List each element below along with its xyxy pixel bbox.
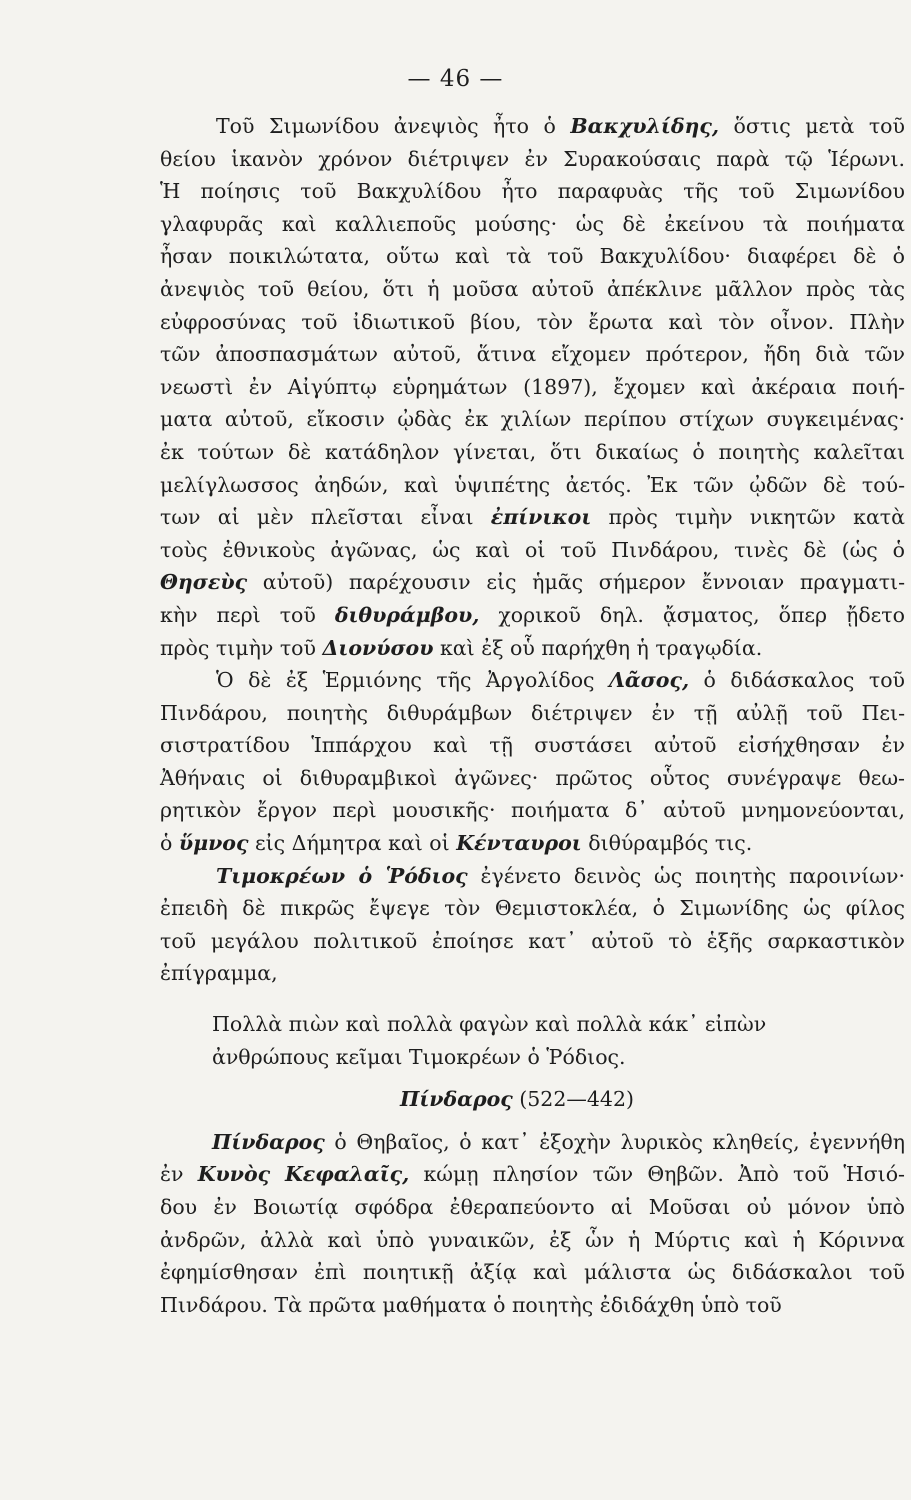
text-run: Ἡ ποίησις τοῦ Βακχυλίδου ἦτο παραφυὰς τῆς τοῦ Σιμωνίδου xyxy=(160,179,905,204)
text-run: ἦσαν ποικιλώτατα, οὕτω καὶ τὰ τοῦ Βακχυλίδου· διαφέρει δὲ ὁ xyxy=(160,244,905,269)
text-line xyxy=(160,501,905,534)
text-run: ρητικὸν ἔργον περὶ μουσικῆς· ποιήματα δ᾽ αὐτοῦ μνημονεύονται, xyxy=(160,798,905,823)
emphasized-term: Διονύσου xyxy=(322,635,434,660)
text-run: ἀνδρῶν, ἀλλὰ καὶ ὑπὸ γυναικῶν, ἐξ ὧν ἡ Μύρτις καὶ ἡ Κόριννα xyxy=(160,1227,905,1252)
text-line xyxy=(160,892,905,925)
section-heading-pindar xyxy=(160,1083,905,1116)
text-line xyxy=(160,697,905,730)
paragraph-bacchylides xyxy=(160,110,905,664)
text-line xyxy=(160,534,905,567)
text-run: πρὸς τιμὴν τοῦ xyxy=(160,635,323,660)
text-run: δου ἐν Βοιωτίᾳ σφόδρα ἐθεραπεύοντο αἱ Μοῦσαι οὐ μόνον ὑπὸ xyxy=(160,1195,905,1219)
epigram-line: Πολλὰ πιὼν καὶ πολλὰ φαγὼν καὶ πολλὰ κάκ᾽ εἰπὼν xyxy=(212,1012,767,1037)
text-line xyxy=(160,371,905,404)
paragraph-pindar xyxy=(160,1126,905,1322)
emphasized-term: ἐπίνικοι xyxy=(490,505,592,530)
text-run: Πινδάρου, ποιητὴς διθυράμβων διέτριψεν ἐν τῇ αὐλῇ τοῦ Πει- xyxy=(160,700,905,725)
text-run: εὐφροσύνας τοῦ ἰδιωτικοῦ βίου, τὸν ἔρωτα καὶ τὸν οἶνον. Πλὴν xyxy=(160,309,905,334)
text-line xyxy=(160,925,905,958)
text-run: σιστρατίδου Ἱππάρχου καὶ τῇ συστάσει αὐτοῦ εἰσήχθησαν ἐν xyxy=(160,733,905,758)
text-run: ἐφημίσθησαν ἐπὶ ποιητικῇ ἀξίᾳ καὶ μάλιστα ὡς διδάσκαλοι τοῦ xyxy=(160,1260,905,1285)
body-text xyxy=(160,110,905,1321)
text-line xyxy=(160,860,905,893)
text-run: θείου ἱκανὸν χρόνον διέτριψεν ἐν Συρακούσαις παρὰ τῷ Ἱέρωνι. xyxy=(160,146,905,171)
page-number: — 46 — xyxy=(407,66,504,92)
text-run: ὁ Θηβαῖος, ὁ κατ᾽ ἐξοχὴν λυρικὸς κληθείς, ἐγεννήθη xyxy=(324,1129,905,1154)
epigram xyxy=(160,1008,905,1073)
text-run: ἐγένετο δεινὸς ὡς ποιητὴς παροινίων· xyxy=(467,863,905,888)
text-run: αὐτοῦ) παρέχουσιν εἰς ἡμᾶς σήμερον ἔννοιαν πραγματι- xyxy=(247,570,905,595)
text-line xyxy=(160,175,905,208)
text-run: κώμῃ πλησίον τῶν Θηβῶν. Ἀπὸ τοῦ Ἡσιό- xyxy=(409,1162,905,1187)
emphasized-term: Λᾶσος, xyxy=(609,668,690,693)
text-line xyxy=(160,143,905,176)
text-line xyxy=(160,306,905,339)
text-line xyxy=(160,1191,905,1224)
text-line xyxy=(160,403,905,436)
text-run: χορικοῦ δηλ. ᾄσματος, ὅπερ ᾔδετο xyxy=(479,602,905,627)
text-line xyxy=(160,957,905,990)
text-line xyxy=(160,827,905,860)
text-line xyxy=(160,664,905,697)
paragraph-lasos xyxy=(160,664,905,860)
text-line xyxy=(160,1289,905,1322)
text-run: τοῦ μεγάλου πολιτικοῦ ἐποίησε κατ᾽ αὐτοῦ τὸ ἑξῆς σαρκαστικὸν xyxy=(160,928,905,953)
emphasized-term: Κυνὸς Κεφαλαῖς, xyxy=(197,1162,410,1187)
emphasized-term: Τιμοκρέων ὁ Ῥόδιος xyxy=(216,863,468,888)
text-run: πρὸς τιμὴν νικητῶν κατὰ xyxy=(591,505,905,530)
text-line xyxy=(160,729,905,762)
text-line xyxy=(160,762,905,795)
text-run: των αἱ μὲν πλεῖσται εἶναι xyxy=(160,505,491,530)
text-line xyxy=(160,1224,905,1257)
text-run: ἀνεψιὸς τοῦ θείου, ὅτι ἡ μοῦσα αὐτοῦ ἀπέκλινε μᾶλλον πρὸς τὰς xyxy=(160,276,905,301)
text-run: νεωστὶ ἐν Αἰγύπτῳ εὑρημάτων (1897), ἔχομεν καὶ ἀκέραια ποιή- xyxy=(160,374,905,399)
text-run: ὁ xyxy=(160,831,179,856)
text-run: ὅστις μετὰ τοῦ xyxy=(719,114,905,138)
text-line xyxy=(160,1158,905,1191)
text-run: καὶ ἐξ οὗ παρήχθη ἡ τραγῳδία. xyxy=(433,635,763,660)
text-run: ὁ διδάσκαλος τοῦ xyxy=(689,668,905,693)
text-run: ἐκ τούτων δὲ κατάδηλον γίνεται, ὅτι δικαίως ὁ ποιητὴς καλεῖται xyxy=(160,439,905,464)
emphasized-term: ὕμνος xyxy=(178,831,249,856)
emphasized-term: διθυράμβου, xyxy=(334,602,480,627)
text-line xyxy=(160,469,905,502)
text-run: διθύραμβός τις. xyxy=(581,831,753,856)
emphasized-term: Βακχυλίδης, xyxy=(570,114,720,138)
text-line xyxy=(160,436,905,469)
text-line xyxy=(160,338,905,371)
text-line xyxy=(160,110,905,143)
text-run: Ἀθήναις οἱ διθυραμβικοὶ ἀγῶνες· πρῶτος οὗτος συνέγραψε θεω- xyxy=(160,765,905,790)
text-line xyxy=(160,240,905,273)
emphasized-term: Κένταυροι xyxy=(456,831,582,856)
text-line xyxy=(160,599,905,632)
text-line xyxy=(160,273,905,306)
text-line xyxy=(160,794,905,827)
text-run: εἰς Δήμητρα καὶ οἱ xyxy=(248,831,457,856)
text-run: τῶν ἀποσπασμάτων αὐτοῦ, ἅτινα εἴχομεν πρότερον, ἤδη διὰ τῶν xyxy=(160,342,905,367)
text-run: ματα αὐτοῦ, εἴκοσιν ᾠδὰς ἐκ χιλίων περίπου στίχων συγκειμένας· xyxy=(160,407,905,432)
text-run: Ὁ δὲ ἐξ Ἑρμιόνης τῆς Ἀργολίδος xyxy=(216,668,609,693)
text-line xyxy=(160,1126,905,1159)
text-run: τοὺς ἐθνικοὺς ἀγῶνας, ὡς καὶ οἱ τοῦ Πινδάρου, τινὲς δὲ (ὡς ὁ xyxy=(160,537,905,562)
heading-name: Πίνδαρος xyxy=(400,1087,513,1112)
text-run: γλαφυρᾶς καὶ καλλιεποῦς μούσης· ὡς δὲ ἐκείνου τὰ ποιήματα xyxy=(160,211,905,236)
heading-dates: (522—442) xyxy=(512,1087,635,1112)
text-line xyxy=(160,1256,905,1289)
text-run: Τοῦ Σιμωνίδου ἀνεψιὸς ἦτο ὁ xyxy=(216,114,571,138)
text-run: ἐν xyxy=(160,1162,198,1187)
text-run: κὴν περὶ τοῦ xyxy=(160,602,335,627)
text-run: μελίγλωσσος ἀηδών, καὶ ὑψιπέτης ἀετός. Ἐκ τῶν ᾠδῶν δὲ τού- xyxy=(160,472,905,497)
emphasized-term: Θησεὺς xyxy=(160,570,248,595)
text-line xyxy=(160,566,905,599)
text-line xyxy=(160,632,905,665)
text-run: Πινδάρου. Τὰ πρῶτα μαθήματα ὁ ποιητὴς ἐδιδάχθη ὑπὸ τοῦ xyxy=(160,1292,782,1317)
text-run: ἐπίγραμμα, xyxy=(160,961,278,986)
emphasized-term: Πίνδαρος xyxy=(212,1129,325,1154)
text-line xyxy=(160,208,905,241)
paragraph-timocreon xyxy=(160,860,905,990)
epigram-line: ἀνθρώπους κεῖμαι Τιμοκρέων ὁ Ῥόδιος. xyxy=(212,1044,626,1069)
text-run: ἐπειδὴ δὲ πικρῶς ἔψεγε τὸν Θεμιστοκλέα, ὁ Σιμωνίδης ὡς φίλος xyxy=(160,896,905,921)
